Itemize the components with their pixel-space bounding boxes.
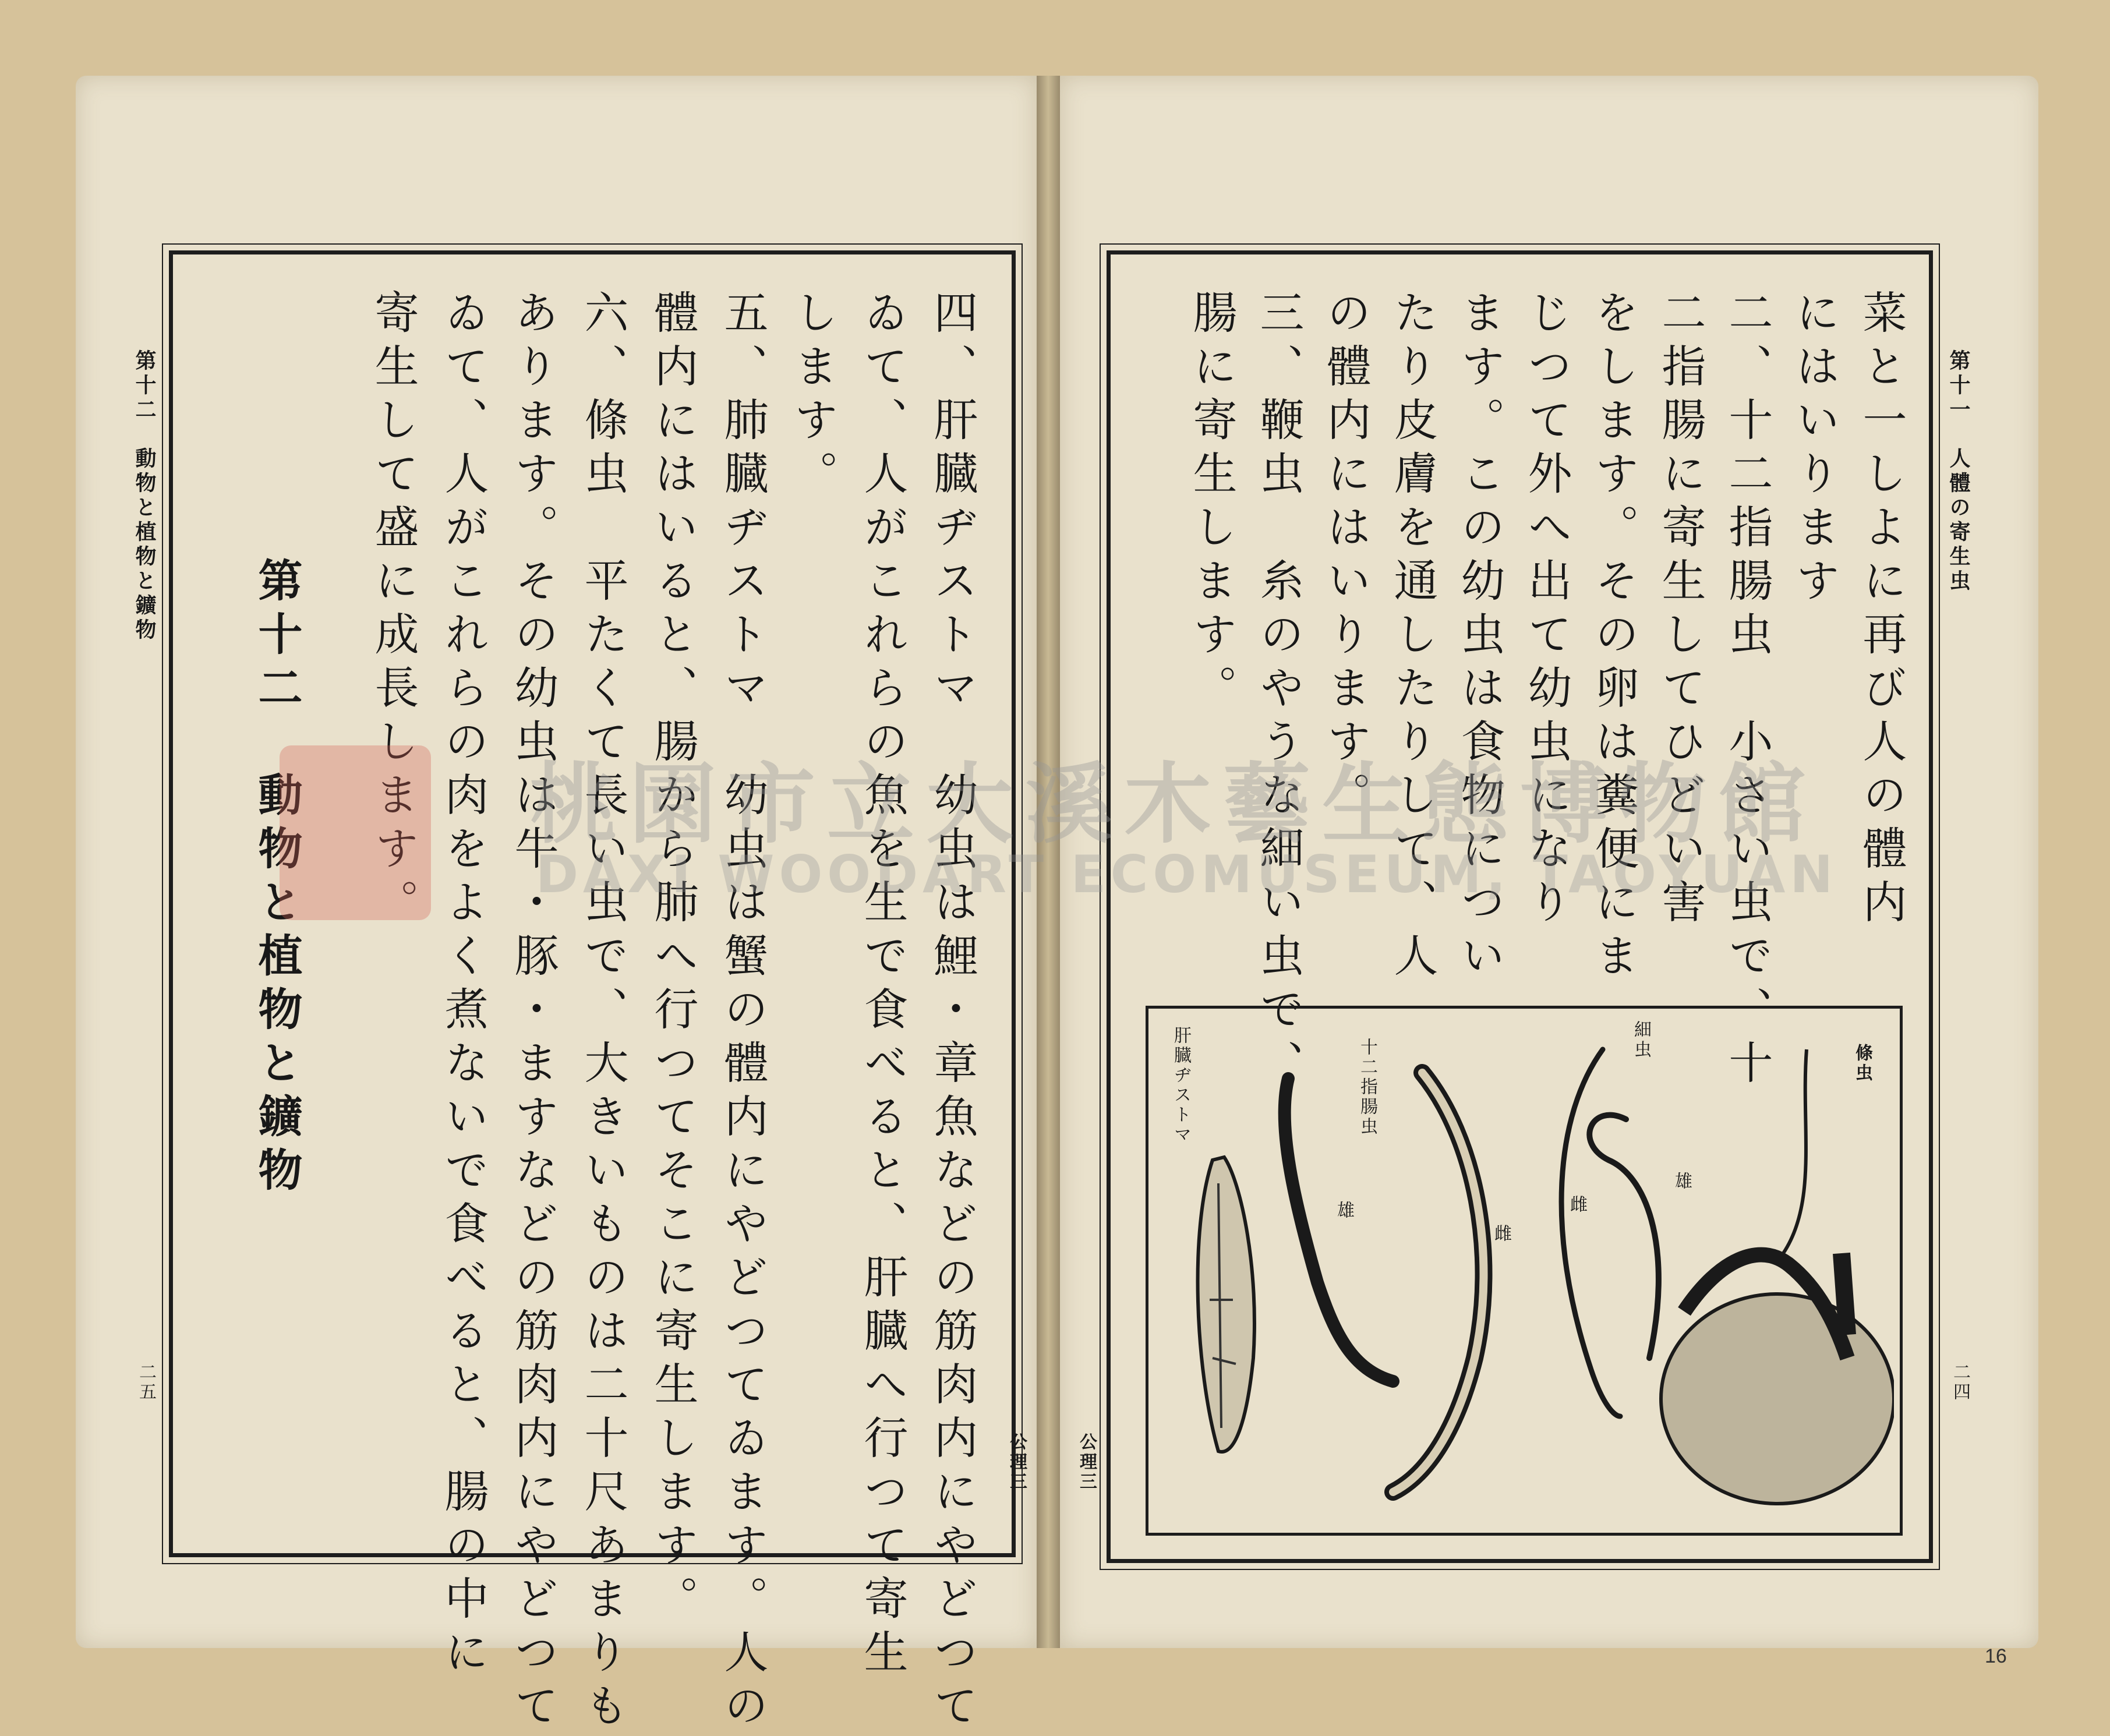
body-column: します。 (787, 289, 839, 504)
body-column: 五、肺臓ヂストマ 幼虫は蟹の體内にやどつてゐます。人の (717, 289, 769, 1736)
archive-number: 16 (1985, 1645, 2007, 1667)
left-page-frame (169, 250, 1016, 1736)
illustration-label: 十二指腸虫 (1357, 1038, 1377, 1137)
illustration-label: 雌 (1491, 1224, 1511, 1244)
left-page (76, 76, 1037, 1736)
body-column: 寄生して盛に成長します。 (367, 289, 419, 932)
hookworm-female-icon (1393, 1073, 1484, 1492)
running-header: 第十二 動物と植物と鑛物 (132, 349, 157, 643)
gutter-mark: 公理三 (1006, 1433, 1027, 1492)
fluke-icon (1198, 1157, 1254, 1452)
parasite-drawing (1148, 1009, 1894, 1527)
illustration-label: 肝臓ヂストマ (1171, 1026, 1191, 1145)
chapter-title: 第十二 動物と植物と鑛物 (251, 557, 303, 1200)
body-column: 三、鞭虫 糸のやうな細い虫で、 (1253, 289, 1305, 1093)
page-number: 二五 (136, 1363, 156, 1402)
body-column: をします。その卵は糞便にま (1588, 289, 1639, 986)
body-column: 菜と一しよに再び人の體内 (1855, 289, 1907, 932)
body-column: たり皮膚を通したりして、人 (1387, 289, 1439, 986)
whipworm-icon (1589, 1115, 1659, 1358)
book-gutter (1037, 76, 1060, 1648)
body-column: ゐて、人がこれらの肉をよく煮ないで食べると、腸の中に (437, 289, 489, 1682)
whipworm-icon (1561, 1049, 1620, 1416)
right-page-frame (1107, 250, 1933, 1563)
body-column: の體内にはいります。 (1320, 289, 1372, 825)
gutter-mark: 公理三 (1076, 1433, 1097, 1492)
illustration-label: 條虫 (1852, 1044, 1872, 1083)
body-column: 二、十二指腸虫 小さい虫で、十 (1722, 289, 1773, 1093)
body-column: 體内にはいると、腸から肺へ行つてそこに寄生します。 (647, 289, 699, 1629)
body-column: 二指腸に寄生してひどい害 (1655, 289, 1706, 932)
body-column: じつて外へ出て幼虫になり (1521, 289, 1572, 932)
body-column: にはいります (1789, 289, 1840, 611)
watermark-text: 桃園市立大溪木藝生態博物館 (530, 754, 1818, 855)
illustration-label: 雄 (1671, 1172, 1692, 1191)
illustration-label: 雌 (1567, 1195, 1587, 1215)
right-page (1060, 76, 2038, 1648)
illustration-label: 細虫 (1631, 1020, 1651, 1060)
body-column: あります。その幼虫は牛・豚・ますなどの筋肉内にやどつて (507, 289, 559, 1736)
page-number: 二四 (1950, 1363, 1970, 1402)
body-column: 四、肝臓ヂストマ 幼虫は鯉・章魚などの筋肉内にやどつて (927, 289, 978, 1736)
parasite-illustration (1146, 1006, 1903, 1536)
body-column: 腸に寄生します。 (1186, 289, 1238, 718)
body-column: 六、條虫 平たくて長い虫で、大きいものは二十尺あまりも (577, 289, 629, 1736)
watermark-text-en: DAXI WOODART ECOMUSEUM, TAOYUAN (536, 844, 1838, 904)
running-header: 第十一 人體の寄生虫 (1946, 349, 1971, 594)
tapeworm-icon (1783, 1049, 1807, 1253)
body-column: ます。この幼虫は食物につい (1454, 289, 1505, 986)
body-column: ゐて、人がこれらの魚を生で食べると、肝臓へ行つて寄生 (857, 289, 909, 1682)
illustration-label: 雄 (1334, 1201, 1354, 1221)
